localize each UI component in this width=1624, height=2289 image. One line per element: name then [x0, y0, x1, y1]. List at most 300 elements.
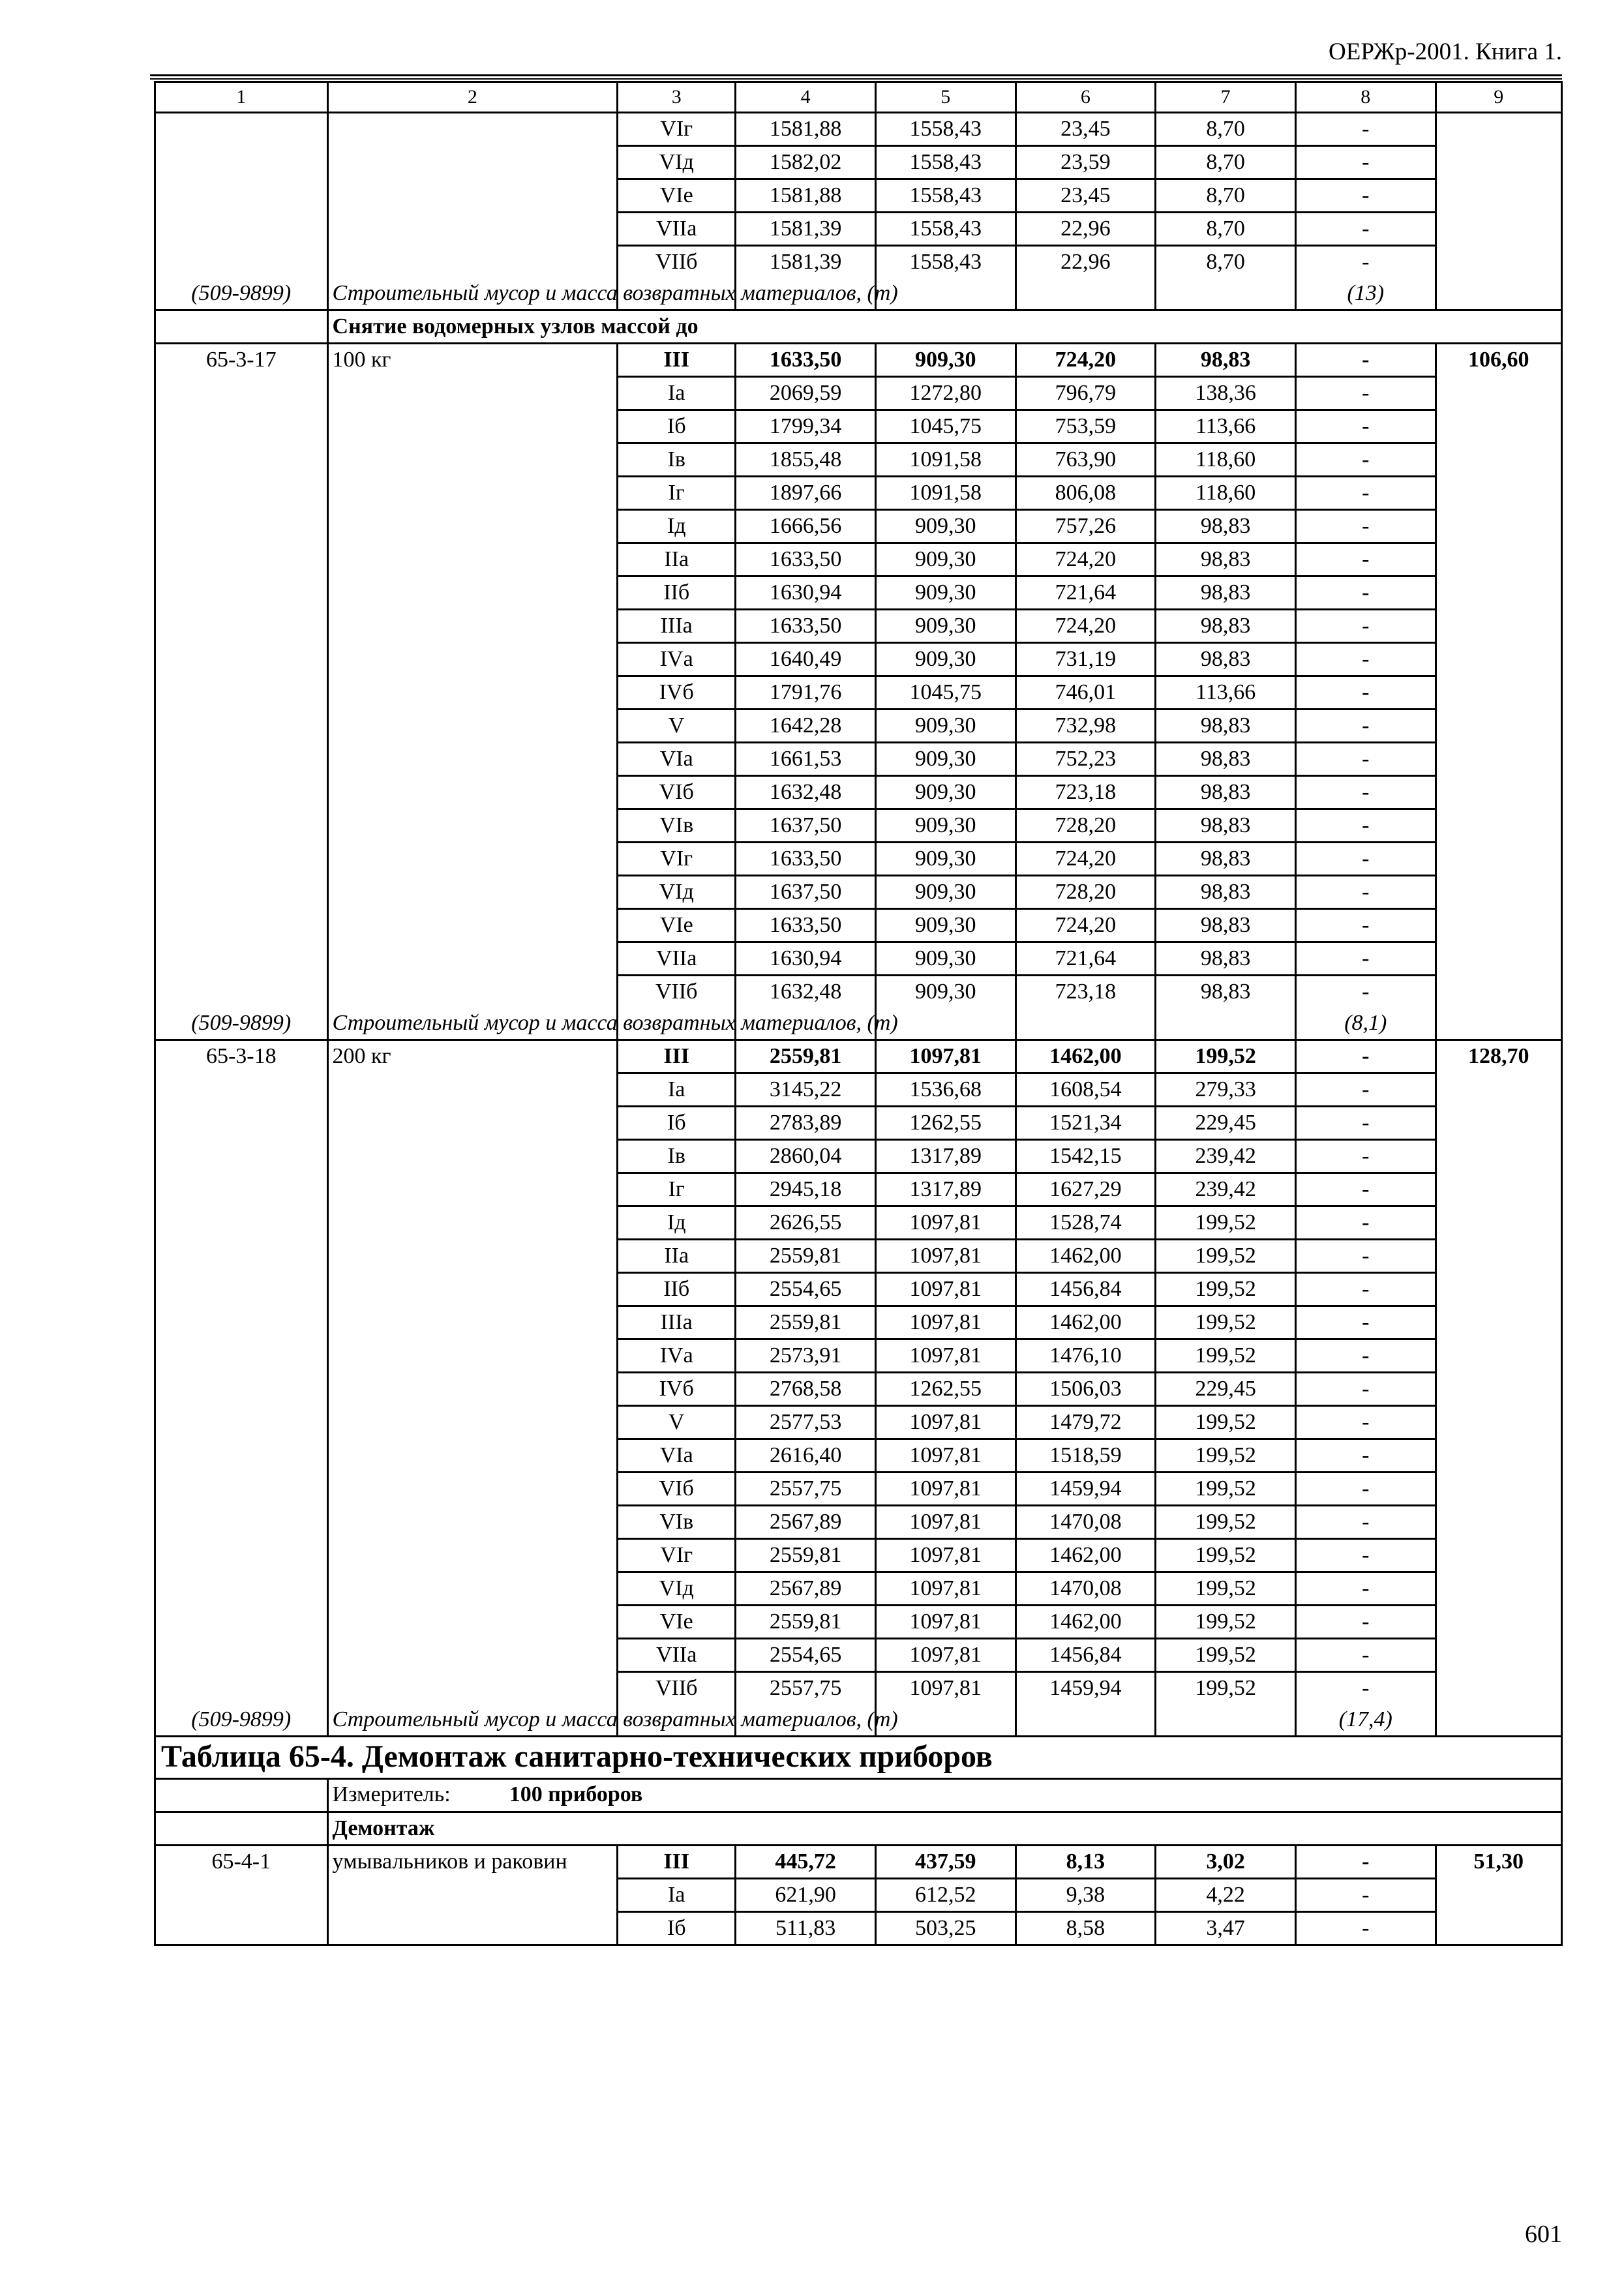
cell-col-3: VIа [618, 743, 736, 776]
waste-label: Строительный мусор и масса возвратных материалов, (т) [327, 1704, 618, 1737]
section-title-row [155, 310, 1562, 344]
cell-col-3: III [618, 344, 736, 377]
cell-col-4: 2069,59 [736, 377, 876, 410]
cell-col-3: VIв [618, 809, 736, 843]
cell-col-6: 1608,54 [1015, 1073, 1156, 1107]
cell-col-8: - [1295, 246, 1436, 278]
cell-col-4: 2559,81 [736, 1040, 876, 1073]
cell-col-5: 1558,43 [875, 213, 1015, 246]
col-num-6: 6 [1015, 82, 1156, 113]
cell-col-5: 612,52 [875, 1879, 1015, 1912]
cell-col-5: 909,30 [875, 809, 1015, 843]
cell-col-7: 113,66 [1156, 410, 1296, 443]
cell-col-6: 22,96 [1015, 213, 1156, 246]
cell-col-7: 199,52 [1156, 1639, 1296, 1672]
col-num-1: 1 [155, 82, 328, 113]
cell-col-4: 1633,50 [736, 344, 876, 377]
table-row [155, 113, 1562, 146]
cell-col-6: 757,26 [1015, 510, 1156, 543]
cell-col-7: 199,52 [1156, 1040, 1296, 1073]
cell-col-6: 1521,34 [1015, 1107, 1156, 1140]
cell-col-4: 1642,28 [736, 710, 876, 743]
cell-col-3: IIб [618, 576, 736, 610]
cell-col-3: IIа [618, 543, 736, 576]
cell-col-7: 8,70 [1156, 213, 1296, 246]
cell-col-8: - [1295, 213, 1436, 246]
cell-col-8: - [1295, 1473, 1436, 1506]
cell-col-3: IIIа [618, 610, 736, 643]
cell-col-3: VIIа [618, 213, 736, 246]
cell-col-4: 2783,89 [736, 1107, 876, 1140]
col-num-5: 5 [875, 82, 1015, 113]
cell-col-5: 1091,58 [875, 443, 1015, 477]
cell-col-3: IVа [618, 1339, 736, 1373]
waste-empty-col-6 [1015, 1704, 1156, 1737]
col-num-8: 8 [1295, 82, 1436, 113]
cell-col-7: 199,52 [1156, 1240, 1296, 1273]
cell-col-8: - [1295, 1912, 1436, 1945]
cell-col-5: 1097,81 [875, 1473, 1015, 1506]
cell-col-7: 98,83 [1156, 643, 1296, 676]
cell-col-7: 199,52 [1156, 1406, 1296, 1439]
waste-row [155, 278, 1562, 310]
cell-col-7: 4,22 [1156, 1879, 1296, 1912]
cell-col-3: IIIа [618, 1306, 736, 1339]
cell-col-6: 796,79 [1015, 377, 1156, 410]
cell-col-3: VIв [618, 1506, 736, 1539]
table-title-row [155, 1737, 1562, 1779]
cell-col-4: 2577,53 [736, 1406, 876, 1439]
cell-col-3: Iа [618, 1879, 736, 1912]
cell-col-3: Iб [618, 410, 736, 443]
position-description: 200 кг [327, 1040, 618, 1705]
cell-col-3: VIIб [618, 246, 736, 278]
cell-col-8: - [1295, 1439, 1436, 1473]
position-description [327, 113, 618, 278]
cell-col-8: - [1295, 1672, 1436, 1705]
cell-col-5: 1097,81 [875, 1606, 1015, 1639]
cell-col-7: 229,45 [1156, 1107, 1296, 1140]
cell-col-3: Iг [618, 1173, 736, 1206]
cell-col-5: 909,30 [875, 710, 1015, 743]
cell-col-4: 621,90 [736, 1879, 876, 1912]
cell-col-5: 909,30 [875, 576, 1015, 610]
cell-col-7: 199,52 [1156, 1206, 1296, 1240]
cell-col-5: 909,30 [875, 344, 1015, 377]
cell-col-7: 199,52 [1156, 1506, 1296, 1539]
cell-col-5: 1317,89 [875, 1173, 1015, 1206]
cell-col-6: 724,20 [1015, 843, 1156, 876]
cell-col-3: VIд [618, 876, 736, 909]
meter-label: Измеритель: [332, 1782, 451, 1806]
cell-col-6: 1456,84 [1015, 1273, 1156, 1306]
cell-col-5: 909,30 [875, 909, 1015, 942]
cell-col-7: 98,83 [1156, 843, 1296, 876]
cell-col-4: 2557,75 [736, 1672, 876, 1705]
section-empty [155, 310, 328, 344]
cell-col-4: 1799,34 [736, 410, 876, 443]
cell-col-6: 1470,08 [1015, 1506, 1156, 1539]
waste-label: Строительный мусор и масса возвратных материалов, (т) [327, 278, 618, 310]
cell-col-8: - [1295, 1339, 1436, 1373]
cell-col-3: V [618, 710, 736, 743]
cell-col-6: 721,64 [1015, 942, 1156, 976]
cell-col-4: 1630,94 [736, 576, 876, 610]
cell-col-5: 1097,81 [875, 1672, 1015, 1705]
cell-col-7: 199,52 [1156, 1339, 1296, 1373]
cell-col-7: 199,52 [1156, 1473, 1296, 1506]
cell-col-8: - [1295, 543, 1436, 576]
cell-col-8: - [1295, 909, 1436, 942]
price-table-body [155, 82, 1562, 1945]
cell-col-8: - [1295, 477, 1436, 510]
cell-col-4: 2557,75 [736, 1473, 876, 1506]
cell-col-4: 2626,55 [736, 1206, 876, 1240]
cell-col-8: - [1295, 1107, 1436, 1140]
cell-col-5: 1558,43 [875, 146, 1015, 179]
cell-col-6: 23,59 [1015, 146, 1156, 179]
cell-col-3: Iа [618, 377, 736, 410]
cell-col-6: 22,96 [1015, 246, 1156, 278]
cell-col-5: 1097,81 [875, 1339, 1015, 1373]
cell-col-3: VIIа [618, 942, 736, 976]
cell-col-8: - [1295, 776, 1436, 809]
cell-col-8: - [1295, 1406, 1436, 1439]
cell-col-8: - [1295, 976, 1436, 1008]
meter-empty [155, 1779, 328, 1812]
position-code: 65-3-17 [155, 344, 328, 1008]
cell-col-8: - [1295, 1073, 1436, 1107]
position-description: умывальников и раковин [327, 1846, 618, 1945]
cell-col-6: 1479,72 [1015, 1406, 1156, 1439]
cell-col-5: 1558,43 [875, 246, 1015, 278]
cell-col-4: 1581,39 [736, 246, 876, 278]
cell-col-5: 1091,58 [875, 477, 1015, 510]
cell-col-3: Iб [618, 1107, 736, 1140]
cell-col-4: 1632,48 [736, 976, 876, 1008]
waste-empty-col-7 [1156, 1008, 1296, 1040]
cell-col-4: 2567,89 [736, 1572, 876, 1606]
cell-col-6: 753,59 [1015, 410, 1156, 443]
cell-col-4: 2573,91 [736, 1339, 876, 1373]
waste-empty-col-7 [1156, 1704, 1296, 1737]
cell-col-4: 1630,94 [736, 942, 876, 976]
cell-col-8: - [1295, 1306, 1436, 1339]
cell-col-6: 1459,94 [1015, 1672, 1156, 1705]
cell-col-4: 2768,58 [736, 1373, 876, 1406]
cell-col-3: Iа [618, 1073, 736, 1107]
cell-col-4: 1633,50 [736, 610, 876, 643]
header-rule-thin [150, 78, 1562, 80]
waste-value: (8,1) [1295, 1008, 1436, 1040]
cell-col-5: 1317,89 [875, 1140, 1015, 1173]
cell-col-5: 1097,81 [875, 1040, 1015, 1073]
cell-col-8: - [1295, 1539, 1436, 1572]
cell-col-3: V [618, 1406, 736, 1439]
cell-col-8: - [1295, 179, 1436, 213]
cell-col-5: 1097,81 [875, 1306, 1015, 1339]
cell-col-4: 2554,65 [736, 1273, 876, 1306]
cell-col-3: IIб [618, 1273, 736, 1306]
cell-col-7: 3,02 [1156, 1846, 1296, 1879]
cell-col-3: VIа [618, 1439, 736, 1473]
cell-col-3: VIIб [618, 976, 736, 1008]
total-cost: 51,30 [1436, 1846, 1561, 1945]
cell-col-3: VIд [618, 146, 736, 179]
col-num-2: 2 [327, 82, 618, 113]
page-number: 601 [1525, 2221, 1562, 2248]
cell-col-3: Iд [618, 510, 736, 543]
cell-col-6: 23,45 [1015, 179, 1156, 213]
cell-col-7: 199,52 [1156, 1539, 1296, 1572]
cell-col-7: 98,83 [1156, 809, 1296, 843]
cell-col-8: - [1295, 1846, 1436, 1879]
cell-col-8: - [1295, 1879, 1436, 1912]
cell-col-8: - [1295, 113, 1436, 146]
cell-col-6: 752,23 [1015, 743, 1156, 776]
cell-col-8: - [1295, 743, 1436, 776]
cell-col-7: 98,83 [1156, 344, 1296, 377]
waste-code: (509-9899) [155, 278, 328, 310]
cell-col-4: 1640,49 [736, 643, 876, 676]
cell-col-7: 199,52 [1156, 1572, 1296, 1606]
cell-col-5: 909,30 [875, 776, 1015, 809]
waste-label: Строительный мусор и масса возвратных материалов, (т) [327, 1008, 618, 1040]
cell-col-8: - [1295, 1206, 1436, 1240]
cell-col-3: Iв [618, 443, 736, 477]
cell-col-8: - [1295, 710, 1436, 743]
cell-col-3: VIIб [618, 1672, 736, 1705]
cell-col-6: 721,64 [1015, 576, 1156, 610]
cell-col-7: 118,60 [1156, 477, 1296, 510]
table-row [155, 344, 1562, 377]
cell-col-6: 724,20 [1015, 543, 1156, 576]
total-cost [1436, 113, 1561, 310]
cell-col-8: - [1295, 942, 1436, 976]
waste-code: (509-9899) [155, 1008, 328, 1040]
cell-col-5: 1558,43 [875, 113, 1015, 146]
cell-col-6: 806,08 [1015, 477, 1156, 510]
cell-col-4: 1897,66 [736, 477, 876, 510]
cell-col-6: 746,01 [1015, 676, 1156, 710]
cell-col-4: 1581,88 [736, 179, 876, 213]
position-code: 65-4-1 [155, 1846, 328, 1945]
cell-col-4: 1637,50 [736, 809, 876, 843]
cell-col-3: VIд [618, 1572, 736, 1606]
cell-col-5: 503,25 [875, 1912, 1015, 1945]
cell-col-5: 1097,81 [875, 1240, 1015, 1273]
cell-col-6: 1528,74 [1015, 1206, 1156, 1240]
cell-col-5: 1272,80 [875, 377, 1015, 410]
cell-col-4: 2945,18 [736, 1173, 876, 1206]
col-num-7: 7 [1156, 82, 1296, 113]
cell-col-6: 1462,00 [1015, 1539, 1156, 1572]
waste-value: (13) [1295, 278, 1436, 310]
cell-col-3: VIIа [618, 1639, 736, 1672]
col-num-9: 9 [1436, 82, 1561, 113]
cell-col-4: 2559,81 [736, 1240, 876, 1273]
cell-col-4: 2554,65 [736, 1639, 876, 1672]
section-title: Демонтаж [327, 1812, 1561, 1846]
cell-col-5: 1097,81 [875, 1273, 1015, 1306]
cell-col-7: 98,83 [1156, 510, 1296, 543]
cell-col-6: 731,19 [1015, 643, 1156, 676]
cell-col-6: 723,18 [1015, 976, 1156, 1008]
cell-col-5: 909,30 [875, 843, 1015, 876]
cell-col-3: IIа [618, 1240, 736, 1273]
cell-col-8: - [1295, 1173, 1436, 1206]
cell-col-7: 98,83 [1156, 610, 1296, 643]
cell-col-7: 3,47 [1156, 1912, 1296, 1945]
cell-col-3: VIг [618, 1539, 736, 1572]
cell-col-5: 1097,81 [875, 1206, 1015, 1240]
col-num-3: 3 [618, 82, 736, 113]
price-table [154, 81, 1563, 1946]
cell-col-4: 2559,81 [736, 1306, 876, 1339]
cell-col-8: - [1295, 377, 1436, 410]
cell-col-4: 1582,02 [736, 146, 876, 179]
cell-col-4: 1637,50 [736, 876, 876, 909]
cell-col-6: 728,20 [1015, 876, 1156, 909]
waste-empty-col-6 [1015, 1008, 1156, 1040]
cell-col-5: 437,59 [875, 1846, 1015, 1879]
cell-col-6: 724,20 [1015, 909, 1156, 942]
cell-col-7: 8,70 [1156, 146, 1296, 179]
cell-col-4: 1581,88 [736, 113, 876, 146]
cell-col-5: 909,30 [875, 510, 1015, 543]
meter-cell [327, 1779, 1561, 1812]
cell-col-3: VIе [618, 909, 736, 942]
cell-col-6: 1506,03 [1015, 1373, 1156, 1406]
cell-col-5: 909,30 [875, 543, 1015, 576]
table-row [155, 1846, 1562, 1879]
cell-col-8: - [1295, 843, 1436, 876]
cell-col-7: 229,45 [1156, 1373, 1296, 1406]
cell-col-7: 138,36 [1156, 377, 1296, 410]
meter-row [155, 1779, 1562, 1812]
cell-col-4: 1661,53 [736, 743, 876, 776]
cell-col-4: 2860,04 [736, 1140, 876, 1173]
cell-col-6: 1462,00 [1015, 1240, 1156, 1273]
column-numbers-row [155, 82, 1562, 113]
cell-col-8: - [1295, 1240, 1436, 1273]
cell-col-8: - [1295, 510, 1436, 543]
cell-col-6: 1476,10 [1015, 1339, 1156, 1373]
cell-col-6: 1627,29 [1015, 1173, 1156, 1206]
cell-col-7: 98,83 [1156, 576, 1296, 610]
cell-col-8: - [1295, 1273, 1436, 1306]
cell-col-7: 199,52 [1156, 1439, 1296, 1473]
cell-col-7: 8,70 [1156, 246, 1296, 278]
cell-col-3: III [618, 1040, 736, 1073]
cell-col-6: 1462,00 [1015, 1606, 1156, 1639]
cell-col-3: IVб [618, 676, 736, 710]
cell-col-5: 909,30 [875, 743, 1015, 776]
cell-col-5: 1097,81 [875, 1639, 1015, 1672]
cell-col-6: 1542,15 [1015, 1140, 1156, 1173]
cell-col-8: - [1295, 1040, 1436, 1073]
cell-col-3: Iг [618, 477, 736, 510]
section-empty [155, 1812, 328, 1846]
cell-col-5: 1262,55 [875, 1107, 1015, 1140]
waste-empty-col-6 [1015, 278, 1156, 310]
cell-col-8: - [1295, 1639, 1436, 1672]
position-description: 100 кг [327, 344, 618, 1008]
cell-col-3: VIг [618, 113, 736, 146]
cell-col-7: 118,60 [1156, 443, 1296, 477]
cell-col-5: 909,30 [875, 643, 1015, 676]
waste-row [155, 1008, 1562, 1040]
cell-col-6: 1462,00 [1015, 1040, 1156, 1073]
cell-col-6: 1518,59 [1015, 1439, 1156, 1473]
cell-col-5: 1097,81 [875, 1439, 1015, 1473]
cell-col-5: 1045,75 [875, 676, 1015, 710]
cell-col-5: 1262,55 [875, 1373, 1015, 1406]
cell-col-7: 113,66 [1156, 676, 1296, 710]
cell-col-7: 199,52 [1156, 1672, 1296, 1705]
section-title-row [155, 1812, 1562, 1846]
cell-col-5: 909,30 [875, 976, 1015, 1008]
cell-col-3: VIб [618, 1473, 736, 1506]
cell-col-8: - [1295, 1506, 1436, 1539]
cell-col-4: 1581,39 [736, 213, 876, 246]
cell-col-5: 1558,43 [875, 179, 1015, 213]
cell-col-8: - [1295, 576, 1436, 610]
cell-col-7: 98,83 [1156, 942, 1296, 976]
cell-col-4: 1633,50 [736, 843, 876, 876]
cell-col-7: 279,33 [1156, 1073, 1296, 1107]
waste-code: (509-9899) [155, 1704, 328, 1737]
cell-col-3: Iб [618, 1912, 736, 1945]
cell-col-6: 23,45 [1015, 113, 1156, 146]
cell-col-8: - [1295, 1140, 1436, 1173]
cell-col-3: VIе [618, 1606, 736, 1639]
cell-col-5: 909,30 [875, 942, 1015, 976]
cell-col-8: - [1295, 809, 1436, 843]
cell-col-6: 1456,84 [1015, 1639, 1156, 1672]
cell-col-6: 724,20 [1015, 344, 1156, 377]
table-title: Таблица 65-4. Демонтаж санитарно-технических приборов [155, 1737, 1562, 1779]
cell-col-5: 1045,75 [875, 410, 1015, 443]
cell-col-4: 445,72 [736, 1846, 876, 1879]
cell-col-8: - [1295, 443, 1436, 477]
cell-col-3: VIб [618, 776, 736, 809]
cell-col-8: - [1295, 643, 1436, 676]
cell-col-3: Iд [618, 1206, 736, 1240]
cell-col-4: 511,83 [736, 1912, 876, 1945]
cell-col-8: - [1295, 410, 1436, 443]
waste-row [155, 1704, 1562, 1737]
section-title: Снятие водомерных узлов массой до [327, 310, 1561, 344]
cell-col-8: - [1295, 1373, 1436, 1406]
cell-col-7: 98,83 [1156, 710, 1296, 743]
cell-col-4: 1666,56 [736, 510, 876, 543]
cell-col-6: 724,20 [1015, 610, 1156, 643]
cell-col-6: 763,90 [1015, 443, 1156, 477]
cell-col-7: 98,83 [1156, 876, 1296, 909]
cell-col-6: 1470,08 [1015, 1572, 1156, 1606]
cell-col-3: IVа [618, 643, 736, 676]
cell-col-7: 98,83 [1156, 743, 1296, 776]
cell-col-8: - [1295, 1572, 1436, 1606]
cell-col-3: IVб [618, 1373, 736, 1406]
cell-col-7: 98,83 [1156, 776, 1296, 809]
waste-empty-col-7 [1156, 278, 1296, 310]
cell-col-4: 1791,76 [736, 676, 876, 710]
position-code [155, 113, 328, 278]
cell-col-6: 9,38 [1015, 1879, 1156, 1912]
cell-col-7: 98,83 [1156, 976, 1296, 1008]
